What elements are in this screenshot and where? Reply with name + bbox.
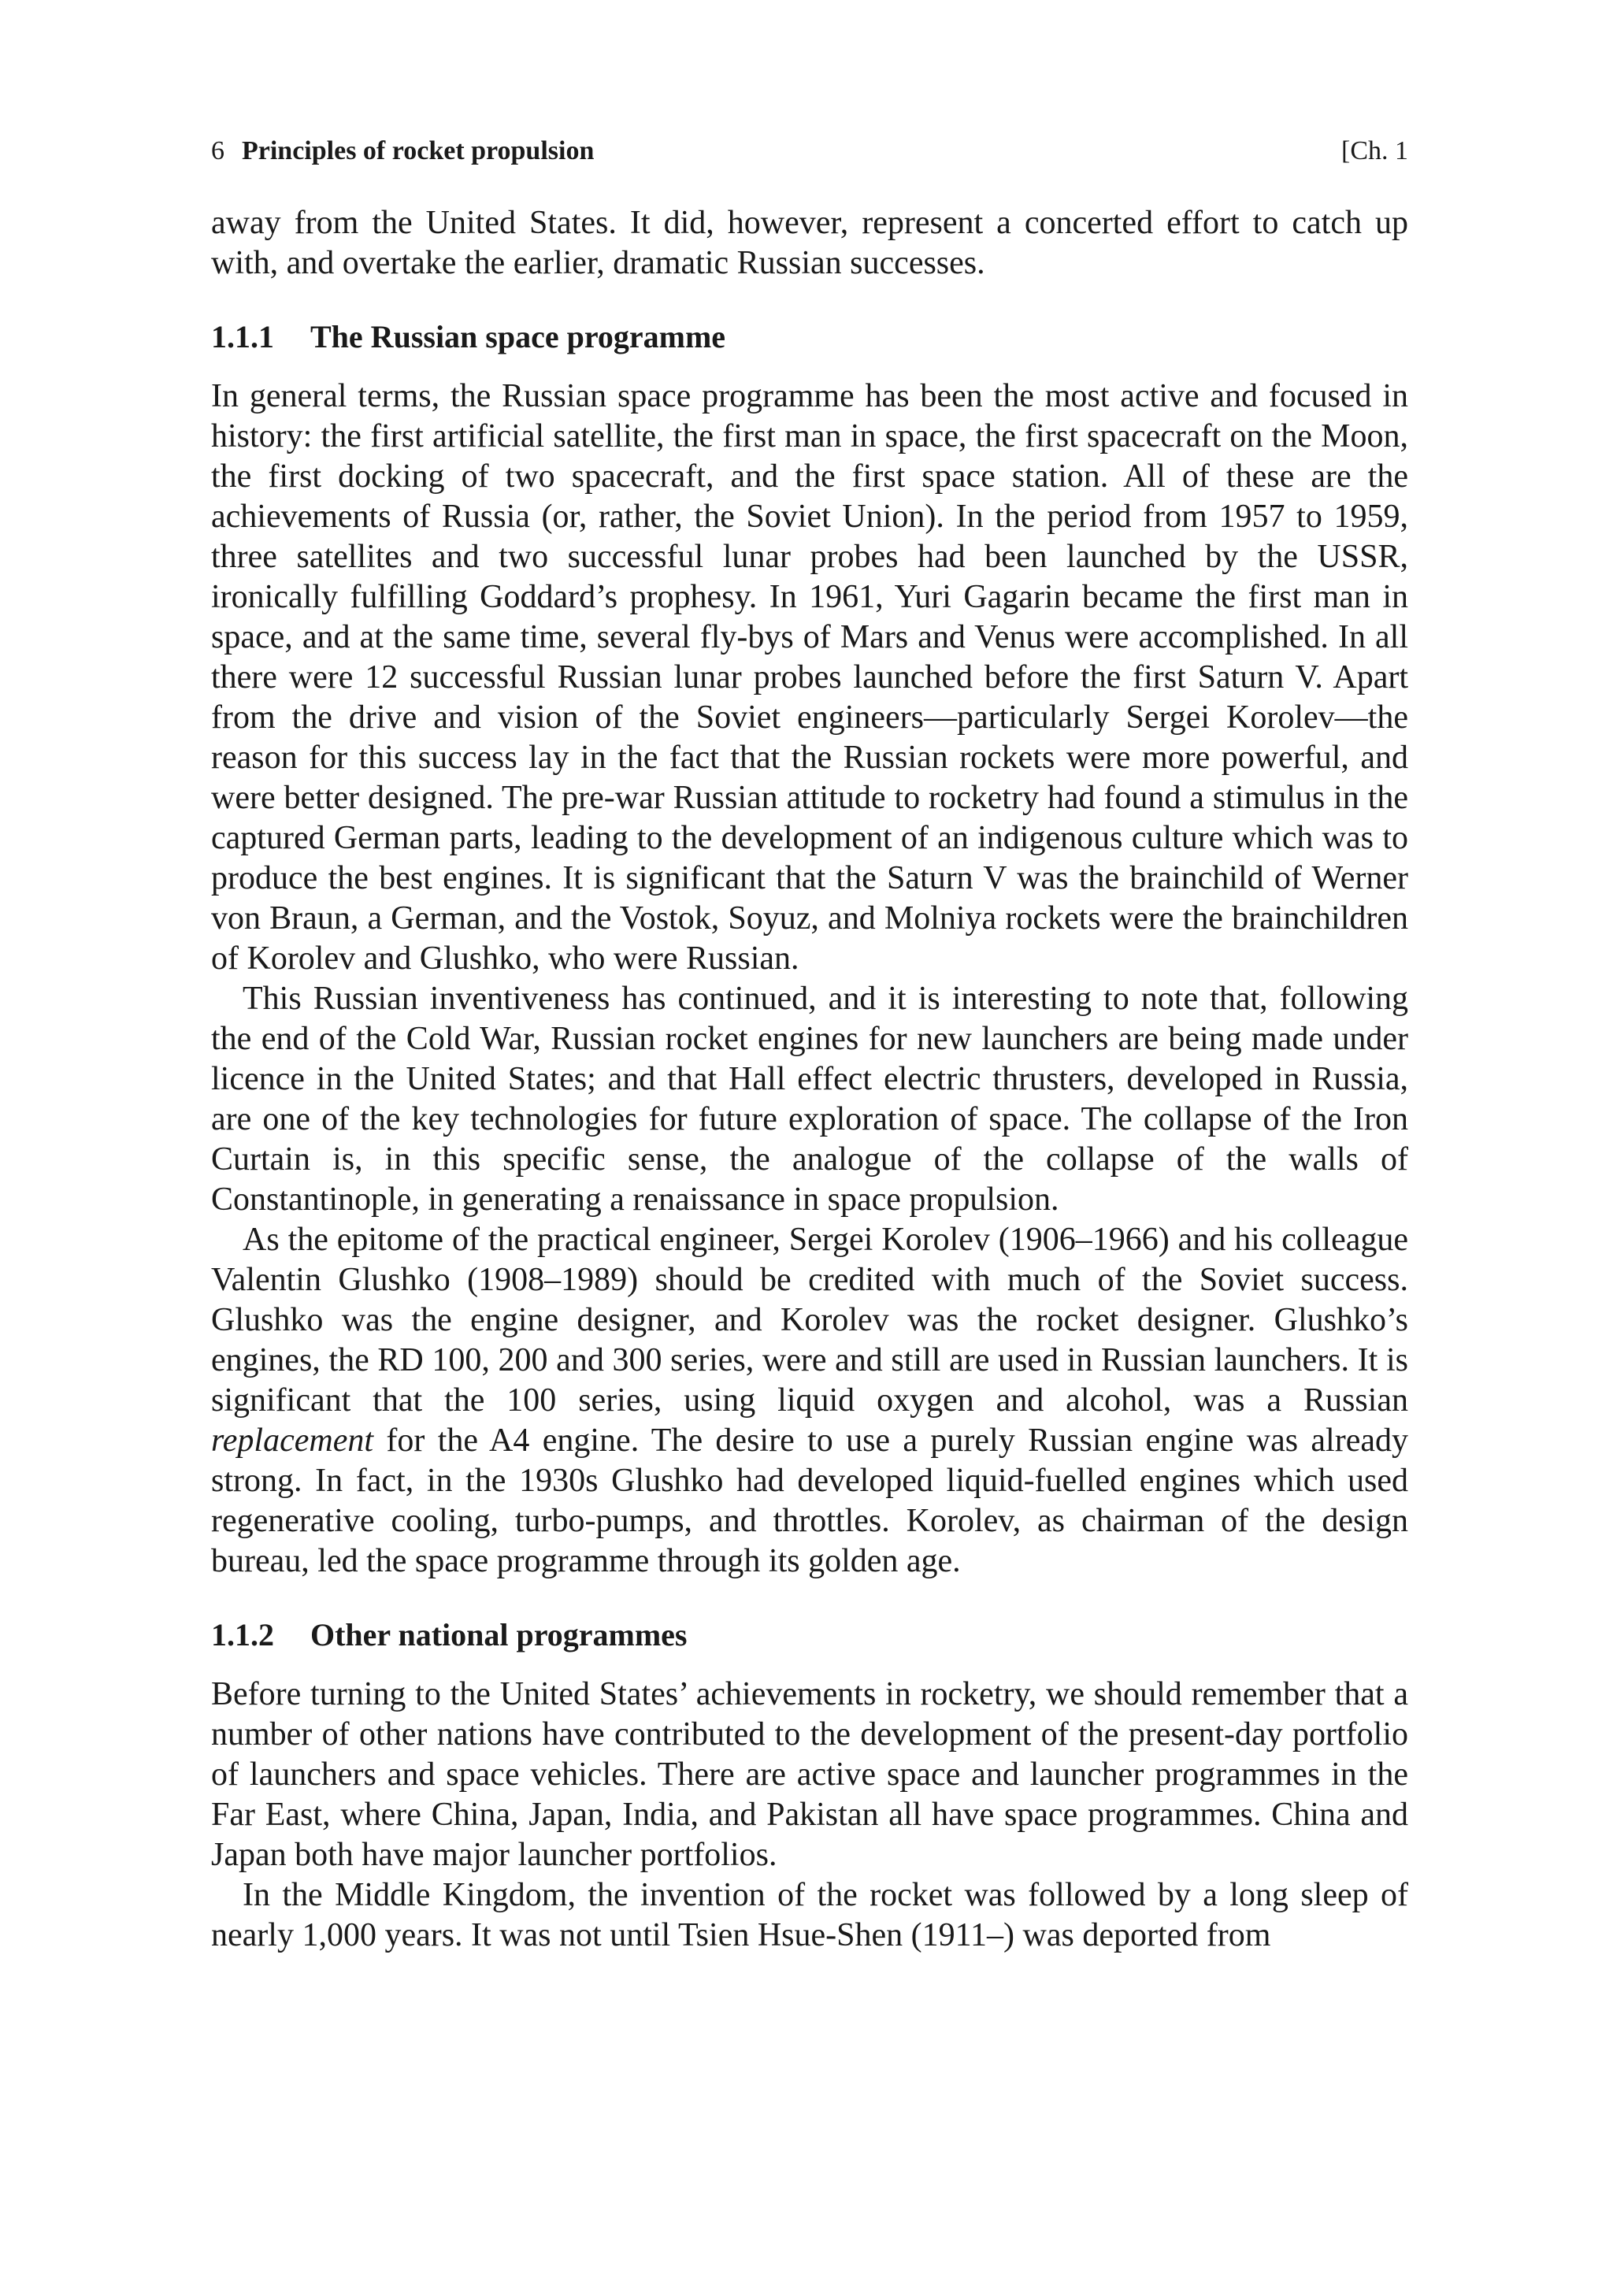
running-head-left <box>211 135 594 167</box>
section-heading-1-1-2 <box>211 1616 1408 1654</box>
intro-paragraph: away from the United States. It did, however, represent a concerted effort to catch up with, and overtake the earlier, dramatic Russian successes. <box>211 205 1408 281</box>
section-number: 1.1.1 <box>211 319 274 354</box>
book-page <box>211 135 1408 1956</box>
paragraph: In general terms, the Russian space programme has been the most active and focused in history: the first artificial satellite, the first man in space, the first spacecraft on the Moon, the first docking of two spacecraft, and the first space station. All of these are the achievements of Russia (or, rather, the Soviet Union). In the period from 1957 to 1959, three satellites and two successful lunar probes had been launched by the USSR, ironically fulfilling Goddard’s prophesy. In 1961, Yuri Gagarin became the first man in space, and at the same time, several fly-bys of Mars and Venus were accomplished. In all there were 12 successful Russian lunar probes launched before the first Saturn V. Apart from the drive and vision of the Soviet engineers—particularly Sergei Korolev—the reason for this success lay in the fact that the Russian rockets were more powerful, and were better designed. The pre-war Russian attitude to rocketry had found a stimulus in the captured German parts, leading to the development of an indigenous culture which was to produce the best engines. It is significant that the Saturn V was the brainchild of Werner von Braun, a German, and the Vostok, Soyuz, and Molniya rockets were the brainchildren of Korolev and Glushko, who were Russian. <box>211 378 1408 977</box>
running-head <box>211 135 1408 167</box>
paragraph-text: As the epitome of the practical engineer, Sergei Korolev (1906–1966) and his colleague Valentin Glushko (1908–1989) should be credited with much of the Soviet success. Glushko was the engine designer, and Korolev was the rocket designer. Glushko’s engines, the RD 100, 200 and 300 series, were and still are used in Russian launchers. It is significant that the 100 series, using liquid oxygen and alcohol, was a Russian <box>211 1222 1408 1419</box>
paragraph-text: for the A4 engine. The desire to use a purely Russian engine was already strong. In fact, in the 1930s Glushko had developed liquid-fuelled engines which used regenerative cooling, turbo-pumps, and throttles. Korolev, as chairman of the design bureau, led the space programme through its golden age. <box>211 1422 1408 1579</box>
paragraph: Before turning to the United States’ achievements in rocketry, we should remember that a number of other nations have contributed to the development of the present-day portfolio of launchers and space vehicles. There are active space and launcher programmes in the Far East, where China, Japan, India, and Pakistan all have space programmes. China and Japan both have major launcher portfolios. <box>211 1676 1408 1873</box>
paragraph: This Russian inventiveness has continued, and it is interesting to note that, following the end of the Cold War, Russian rocket engines for new launchers are being made under licence in the United States; and that Hall effect electric thrusters, developed in Russia, are one of the key technologies for future exploration of space. The collapse of the Iron Curtain is, in this specific sense, the analogue of the collapse of the walls of Constantinople, in generating a renaissance in space propulsion. <box>211 981 1408 1218</box>
paragraph: In the Middle Kingdom, the invention of the rocket was followed by a long sleep of nearly 1,000 years. It was not until Tsien Hsue-Shen (1911–) was deported from <box>211 1877 1408 1953</box>
section-heading-1-1-1 <box>211 318 1408 356</box>
section-title: Other national programmes <box>310 1617 688 1652</box>
paragraph <box>211 1220 1408 1582</box>
section-title: The Russian space programme <box>310 319 726 354</box>
section-number: 1.1.2 <box>211 1617 274 1652</box>
body-text <box>211 203 1408 1956</box>
page-number: 6 <box>211 136 224 165</box>
chapter-reference: [Ch. 1 <box>1341 136 1408 165</box>
running-title: Principles of rocket propulsion <box>242 136 595 165</box>
emphasis-text: replacement <box>211 1422 374 1459</box>
